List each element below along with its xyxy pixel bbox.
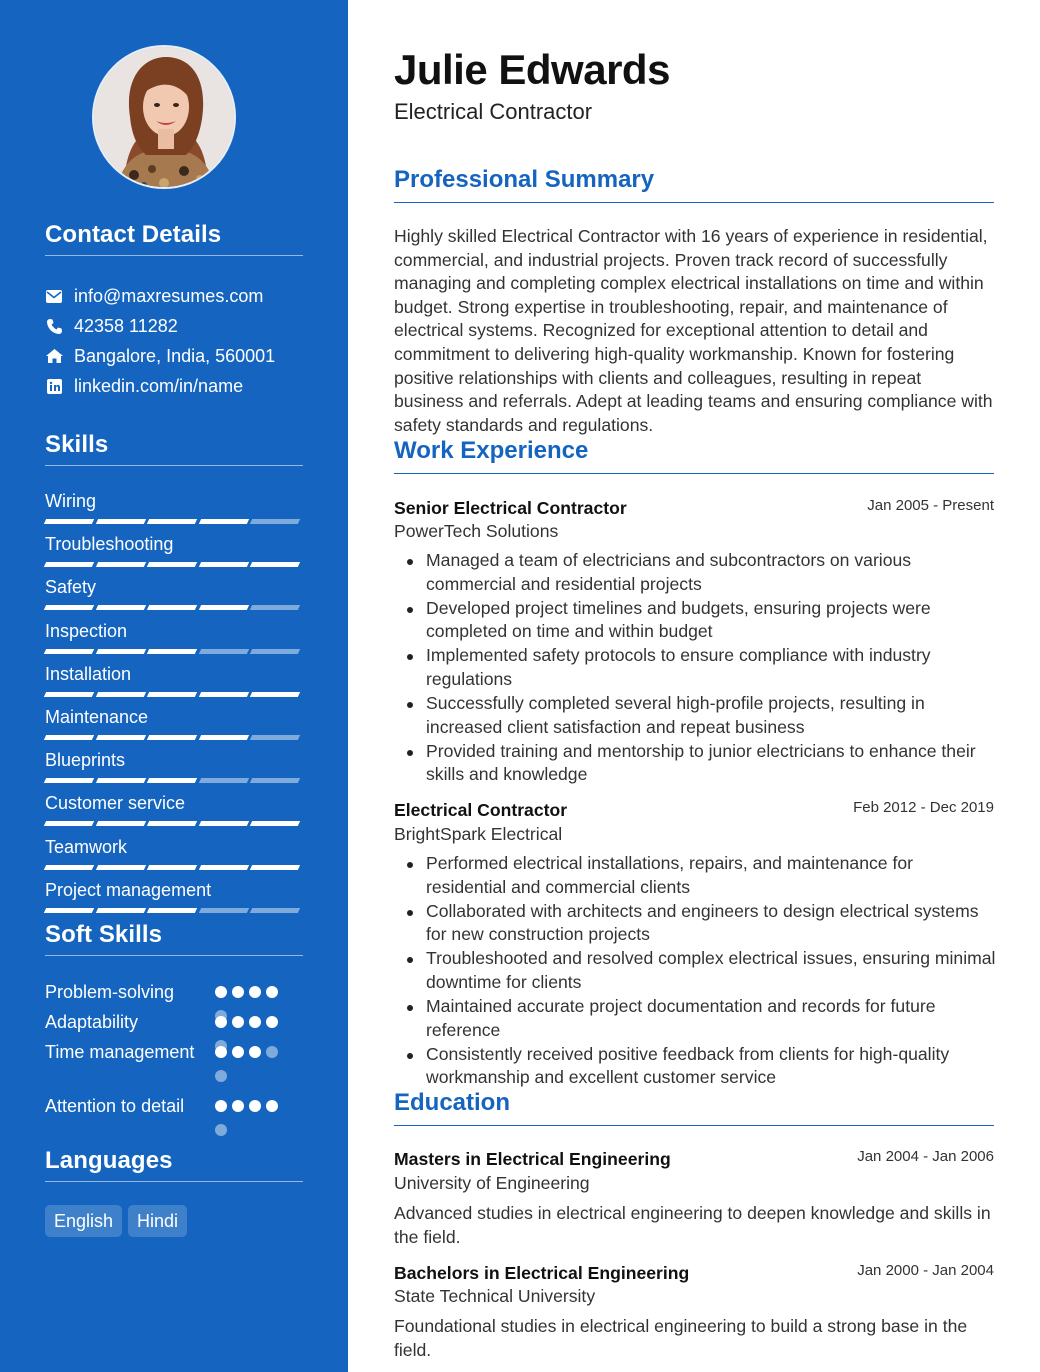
skill-level-segment bbox=[147, 605, 197, 610]
skill-item bbox=[45, 620, 303, 654]
skill-item bbox=[45, 836, 303, 870]
skill-name: Project management bbox=[45, 879, 212, 900]
list-item: Troubleshooted and resolved complex electrical issues, ensuring minimal downtime for clients bbox=[426, 947, 996, 994]
skill-level-segment bbox=[250, 649, 300, 654]
skill-level-segment bbox=[147, 821, 197, 826]
rating-dot bbox=[249, 1016, 261, 1028]
soft-skill-item bbox=[45, 1040, 305, 1090]
skill-level-segment bbox=[199, 562, 249, 567]
rating-dot bbox=[249, 1100, 261, 1112]
job-company: BrightSpark Electrical bbox=[394, 824, 563, 844]
skill-item bbox=[45, 879, 303, 913]
contact-phone-text: 42358 11282 bbox=[74, 315, 178, 336]
skill-level-segment bbox=[44, 778, 94, 783]
skill-level-segment bbox=[95, 649, 145, 654]
list-item: Developed project timelines and budgets, ensuring projects were completed on time and within budget bbox=[426, 597, 996, 644]
skill-level-segment bbox=[199, 908, 249, 913]
skill-level-segment bbox=[147, 778, 197, 783]
skill-level-segment bbox=[250, 605, 300, 610]
rating-dot bbox=[249, 1046, 261, 1058]
summary-heading: Professional Summary bbox=[394, 166, 994, 203]
skill-name: Wiring bbox=[45, 491, 97, 511]
skill-level-bar bbox=[45, 778, 303, 783]
profile-photo bbox=[92, 45, 236, 189]
job-company: PowerTech Solutions bbox=[394, 521, 559, 541]
skill-name: Installation bbox=[45, 663, 132, 684]
list-item: Consistently received positive feedback from clients for high-quality workmanship and excellent customer service bbox=[426, 1043, 996, 1090]
skill-level-segment bbox=[44, 821, 94, 826]
skill-level-segment bbox=[44, 865, 94, 870]
skill-level-segment bbox=[250, 692, 300, 697]
skill-level-bar bbox=[45, 908, 303, 913]
rating-dot bbox=[215, 1070, 227, 1082]
skill-level-segment bbox=[199, 778, 249, 783]
education-school: University of Engineering bbox=[394, 1173, 590, 1193]
contact-address-text: Bangalore, India, 560001 bbox=[74, 345, 276, 366]
skill-level-segment bbox=[44, 908, 94, 913]
rating-dot bbox=[232, 986, 244, 998]
rating-dot bbox=[232, 1046, 244, 1058]
soft-skill-item bbox=[45, 1094, 305, 1144]
skill-item bbox=[45, 490, 303, 524]
soft-skill-rating bbox=[215, 1094, 305, 1144]
soft-skills-heading: Soft Skills bbox=[45, 921, 303, 956]
skill-name: Troubleshooting bbox=[45, 534, 174, 555]
skill-level-segment bbox=[147, 908, 197, 913]
rating-dot bbox=[266, 1016, 278, 1028]
skill-level-segment bbox=[44, 649, 94, 654]
skill-level-bar bbox=[45, 562, 303, 567]
skill-level-bar bbox=[45, 605, 303, 610]
skill-name: Safety bbox=[45, 577, 97, 598]
list-item: Collaborated with architects and engineers to design electrical systems for new construction projects bbox=[426, 900, 996, 947]
skill-level-bar bbox=[45, 519, 303, 524]
list-item: Managed a team of electricians and subcontractors on various commercial and residential projects bbox=[426, 549, 996, 596]
rating-dot bbox=[249, 986, 261, 998]
skill-level-bar bbox=[45, 649, 303, 654]
education-degree: Bachelors in Electrical Engineering bbox=[394, 1263, 690, 1283]
skill-level-segment bbox=[95, 562, 145, 567]
education-heading: Education bbox=[394, 1089, 994, 1126]
skill-item bbox=[45, 792, 303, 826]
skills-heading: Skills bbox=[45, 431, 303, 466]
skill-level-segment bbox=[95, 778, 145, 783]
skill-item bbox=[45, 533, 303, 567]
education-description: Foundational studies in electrical engineering to build a strong base in the field. bbox=[394, 1316, 968, 1360]
skill-level-segment bbox=[250, 562, 300, 567]
skill-level-segment bbox=[95, 519, 145, 524]
skill-level-segment bbox=[199, 735, 249, 740]
language-pill: Hindi bbox=[128, 1205, 187, 1237]
skill-level-segment bbox=[95, 605, 145, 610]
rating-dot bbox=[215, 986, 227, 998]
skill-item bbox=[45, 749, 303, 783]
skill-level-segment bbox=[250, 865, 300, 870]
skill-level-segment bbox=[199, 821, 249, 826]
rating-dot bbox=[215, 1016, 227, 1028]
experience-heading: Work Experience bbox=[394, 437, 994, 474]
contact-heading: Contact Details bbox=[45, 221, 303, 256]
soft-skill-name: Time management bbox=[45, 1042, 195, 1062]
skill-item bbox=[45, 663, 303, 697]
skill-item bbox=[45, 576, 303, 610]
skill-level-segment bbox=[147, 692, 197, 697]
skill-name: Teamwork bbox=[45, 836, 128, 857]
rating-dot bbox=[266, 986, 278, 998]
language-pill: English bbox=[45, 1205, 122, 1237]
skill-level-segment bbox=[250, 735, 300, 740]
job-dates: Jan 2005 - Present bbox=[867, 497, 994, 514]
contact-linkedin-text: linkedin.com/in/name bbox=[74, 375, 244, 396]
skill-level-segment bbox=[147, 519, 197, 524]
skill-level-segment bbox=[199, 519, 249, 524]
skill-level-segment bbox=[44, 562, 94, 567]
contact-linkedin[interactable] bbox=[45, 374, 243, 398]
summary-text: Highly skilled Electrical Contractor with 16 years of experience in residential, commercial, and industrial projects. Proven track record of successfully managing and completing complex electrical installations on time and within budget. Strong expertise in troubleshooting, repair, and maintenance of electrical systems. Recognized for exceptional attention to detail and commitment to delivering high-quality workmanship. Known for fostering positive relationships with clients and colleagues, resulting in repeat business and referrals. Adept at leading teams and ensuring compliance with safety standards and regulations. bbox=[394, 226, 993, 435]
skill-item bbox=[45, 706, 303, 740]
job-bullets bbox=[426, 549, 996, 787]
skill-level-segment bbox=[95, 692, 145, 697]
skill-name: Inspection bbox=[45, 620, 128, 641]
skill-level-segment bbox=[44, 519, 94, 524]
soft-skill-name: Attention to detail bbox=[45, 1096, 185, 1116]
skill-level-segment bbox=[199, 692, 249, 697]
list-item: Provided training and mentorship to junior electricians to enhance their skills and knowledge bbox=[426, 740, 996, 787]
job-bullets bbox=[426, 852, 996, 1090]
home-icon bbox=[45, 347, 63, 365]
skill-level-segment bbox=[95, 821, 145, 826]
soft-skill-rating bbox=[215, 1040, 305, 1090]
list-item: Implemented safety protocols to ensure compliance with industry regulations bbox=[426, 644, 996, 691]
skill-name: Blueprints bbox=[45, 750, 126, 771]
rating-dot bbox=[232, 1100, 244, 1112]
skill-level-segment bbox=[44, 605, 94, 610]
skill-level-segment bbox=[250, 778, 300, 783]
skill-level-segment bbox=[95, 908, 145, 913]
skill-level-segment bbox=[250, 908, 300, 913]
skill-level-bar bbox=[45, 735, 303, 740]
contact-phone[interactable] bbox=[45, 314, 178, 338]
skill-name: Maintenance bbox=[45, 707, 149, 727]
skill-level-segment bbox=[250, 821, 300, 826]
sidebar bbox=[0, 0, 348, 1372]
skill-level-segment bbox=[95, 865, 145, 870]
skill-name: Customer service bbox=[45, 793, 186, 814]
skill-level-segment bbox=[147, 735, 197, 740]
rating-dot bbox=[215, 1100, 227, 1112]
soft-skill-name: Problem-solving bbox=[45, 982, 175, 1002]
phone-icon bbox=[45, 317, 63, 335]
contact-email-text: info@maxresumes.com bbox=[74, 285, 264, 306]
skill-level-segment bbox=[44, 735, 94, 740]
skill-level-bar bbox=[45, 865, 303, 870]
education-description: Advanced studies in electrical engineering to deepen knowledge and skills in the field. bbox=[394, 1203, 991, 1247]
education-school: State Technical University bbox=[394, 1286, 596, 1306]
list-item: Maintained accurate project documentation and records for future reference bbox=[426, 995, 996, 1042]
education-degree: Masters in Electrical Engineering bbox=[394, 1149, 671, 1169]
rating-dot bbox=[215, 1124, 227, 1136]
candidate-title: Electrical Contractor bbox=[394, 99, 593, 124]
rating-dot bbox=[232, 1016, 244, 1028]
soft-skill-name: Adaptability bbox=[45, 1012, 139, 1032]
rating-dot bbox=[215, 1046, 227, 1058]
skill-level-segment bbox=[147, 649, 197, 654]
skill-level-segment bbox=[44, 692, 94, 697]
skill-level-bar bbox=[45, 692, 303, 697]
job-title: Senior Electrical Contractor bbox=[394, 498, 627, 518]
languages-heading: Languages bbox=[45, 1147, 303, 1182]
skill-level-segment bbox=[250, 519, 300, 524]
candidate-name: Julie Edwards bbox=[394, 46, 670, 93]
job-title: Electrical Contractor bbox=[394, 800, 568, 820]
envelope-icon bbox=[45, 287, 63, 305]
skill-level-segment bbox=[147, 562, 197, 567]
skill-level-segment bbox=[95, 735, 145, 740]
contact-address bbox=[45, 344, 275, 368]
rating-dot bbox=[266, 1100, 278, 1112]
skill-level-segment bbox=[199, 865, 249, 870]
skill-level-segment bbox=[147, 865, 197, 870]
education-dates: Jan 2004 - Jan 2006 bbox=[857, 1148, 994, 1165]
linkedin-icon bbox=[45, 377, 63, 395]
education-dates: Jan 2000 - Jan 2004 bbox=[857, 1262, 994, 1279]
skill-level-bar bbox=[45, 821, 303, 826]
skill-level-segment bbox=[199, 649, 249, 654]
skill-level-segment bbox=[199, 605, 249, 610]
list-item: Successfully completed several high-profile projects, resulting in increased client satisfaction and repeat business bbox=[426, 692, 996, 739]
list-item: Performed electrical installations, repairs, and maintenance for residential and commercial clients bbox=[426, 852, 996, 899]
rating-dot bbox=[266, 1046, 278, 1058]
job-dates: Feb 2012 - Dec 2019 bbox=[853, 799, 994, 816]
contact-email[interactable] bbox=[45, 284, 263, 308]
